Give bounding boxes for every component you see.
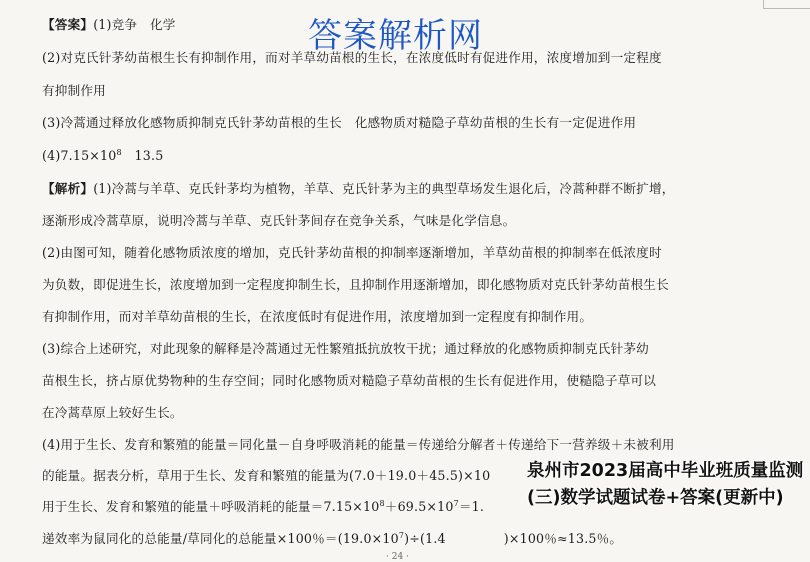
site-watermark: 答案解析网 — [308, 16, 483, 56]
analysis-line-2: 逐渐形成冷蒿草原，说明冷蒿与羊草、克氏针茅间存在竞争关系，气味是化学信息。 — [42, 213, 516, 228]
answer-text-5b: 13.5 — [121, 148, 164, 163]
analysis-text-12c: )×100％≈13.5％。 — [503, 531, 623, 546]
answer-line-2: (2)对克氏针茅幼苗根生长有抑制作用，而对羊草幼苗根的生长，在浓度低时有促进作用，浓度增加到一定程度 — [42, 50, 662, 65]
analysis-text-12a: 递效率为鼠同化的总能量/草同化的总能量×100％＝(19.0×10 — [42, 531, 399, 546]
analysis-text-12b: )÷(1.4 — [404, 531, 446, 546]
analysis-line-10: 的能量。据表分析，草用于生长、发育和繁殖的能量为(7.0＋19.0＋45.5)×10 — [42, 468, 491, 483]
analysis-line-4: 为负数，即促进生长，浓度增加到一定程度抑制生长，且抑制作用逐渐增加，即化感物质对克氏针茅幼苗根生长 — [42, 277, 669, 292]
analysis-tag: 【解析】 — [42, 181, 94, 196]
page-number: · 24 · — [386, 552, 409, 562]
article-title-overlay[interactable]: 泉州市2023届高中毕业班质量监测(三)数学试题试卷+答案(更新中) — [527, 461, 804, 508]
analysis-line-5: 有抑制作用，而对羊草幼苗根的生长，在浓度低时有促进作用，浓度增加到一定程度有抑制作用。 — [42, 309, 593, 324]
answer-text-5a: (4)7.15×10 — [42, 148, 117, 163]
answer-line-5 — [42, 145, 163, 164]
analysis-text-11b: ＋69.5×10 — [384, 499, 454, 514]
analysis-line-1 — [42, 178, 675, 197]
analysis-line-9: (4)用于生长、发育和繁殖的能量＝同化量－自身呼吸消耗的能量＝传递给分解者＋传递给下一营养级＋未被利用 — [42, 437, 675, 452]
answer-sup-5: 8 — [116, 147, 122, 157]
answer-line-1 — [42, 14, 176, 33]
analysis-sup-11b: 7 — [453, 498, 459, 508]
analysis-text-11c: ＝1. — [458, 499, 485, 514]
analysis-line-3: (2)由图可知，随着化感物质浓度的增加，克氏针茅幼苗根的抑制率逐渐增加，羊草幼苗根的抑制率在低浓度时 — [42, 245, 662, 260]
corner-mark — [763, 0, 810, 9]
answer-line-4: (3)冷蒿通过释放化感物质抑制克氏针茅幼苗根的生长 化感物质对糙隐子草幼苗根的生长有一定促进作用 — [42, 115, 637, 130]
analysis-line-12 — [42, 528, 622, 547]
analysis-line-8: 在冷蒿草原上较好生长。 — [42, 405, 183, 420]
analysis-line-7: 苗根生长，挤占原优势物种的生存空间；同时化感物质对糙隐子草幼苗根的生长有促进作用，使糙隐子草可以 — [42, 373, 657, 388]
analysis-line-11 — [42, 496, 484, 515]
answer-text-1: (1)竞争 化学 — [93, 17, 176, 32]
analysis-sup-11a: 8 — [379, 498, 385, 508]
answer-line-3: 有抑制作用 — [42, 83, 106, 98]
analysis-line-6: (3)综合上述研究，对此现象的解释是冷蒿通过无性繁殖抵抗放牧干扰；通过释放的化感物质抑制克氏针茅幼 — [42, 341, 649, 356]
analysis-text-1: (1)冷蒿与羊草、克氏针茅均为植物，羊草、克氏针茅为主的典型草场发生退化后，冷蒿种群不断扩增， — [93, 181, 675, 196]
analysis-text-11a: 用于生长、发育和繁殖的能量＋呼吸消耗的能量＝7.15×10 — [42, 499, 380, 514]
answer-tag: 【答案】 — [42, 17, 94, 32]
analysis-sup-12: 7 — [398, 530, 405, 540]
